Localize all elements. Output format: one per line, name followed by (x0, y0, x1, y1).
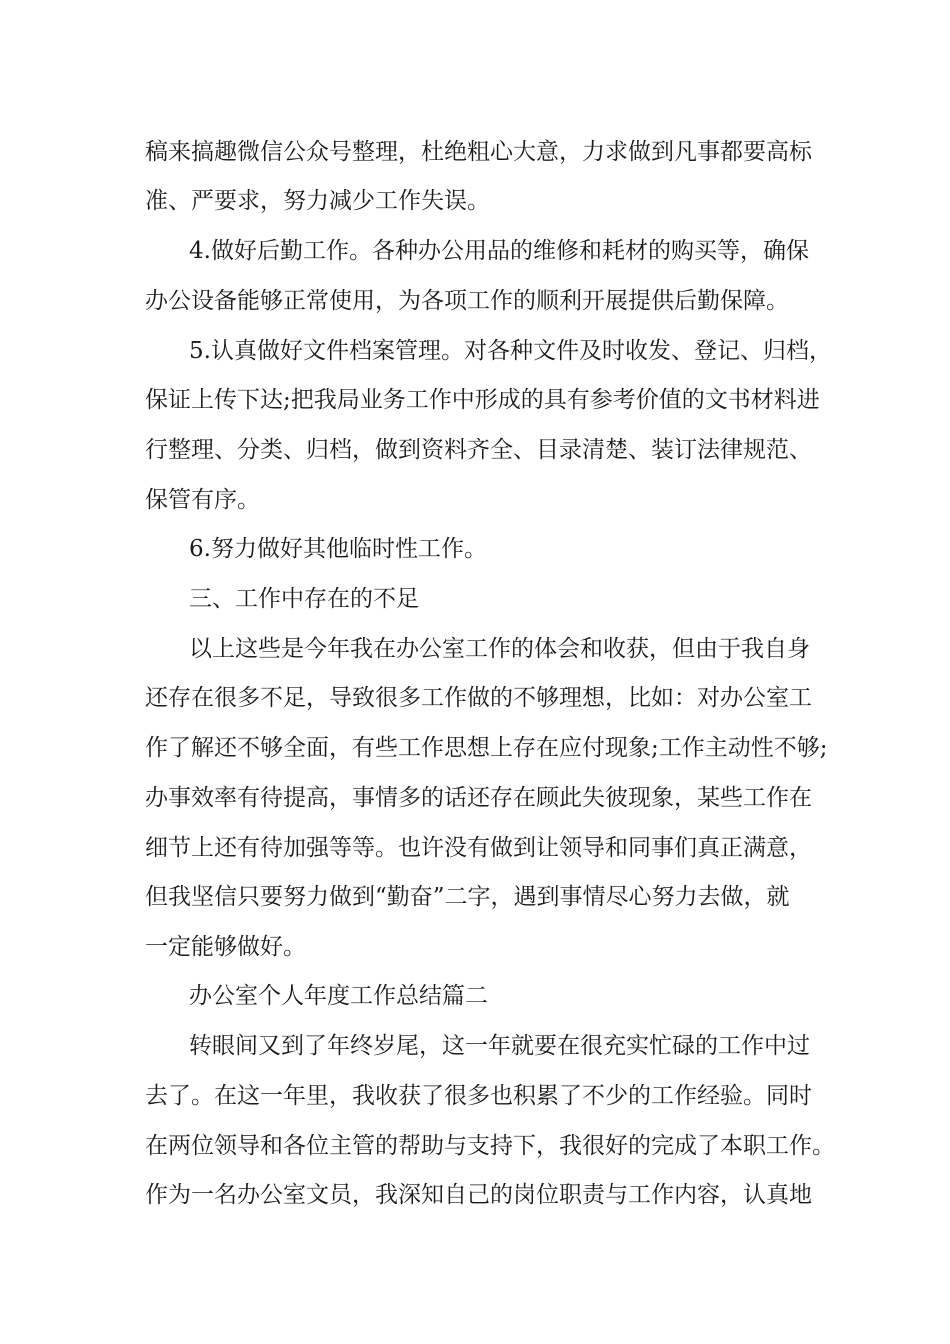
text-line: 以上这些是今年我在办公室工作的体会和收获，但由于我自身 (189, 636, 810, 662)
text-line: 在两位领导和各位主管的帮助与支持下，我很好的完成了本职工作。 (145, 1133, 835, 1159)
text-line: 行整理、分类、归档，做到资料齐全、目录清楚、装订法律规范、 (145, 437, 812, 463)
section-heading: 三、工作中存在的不足 (189, 586, 419, 612)
text-line: 一定能够做好。 (145, 934, 306, 960)
text-line: 作了解还不够全面，有些工作思想上存在应付现象;工作主动性不够; (145, 735, 828, 761)
text-line: 准、严要求，努力减少工作失误。 (145, 188, 490, 214)
text-line: 办公设备能够正常使用，为各项工作的顺利开展提供后勤保障。 (145, 288, 789, 314)
text-line: 保管有序。 (145, 487, 260, 513)
text-line: 5.认真做好文件档案管理。对各种文件及时收发、登记、归档， (189, 338, 832, 364)
text-line: 保证上传下达;把我局业务工作中形成的具有参考价值的文书材料进 (145, 387, 820, 413)
text-line: 4.做好后勤工作。各种办公用品的维修和耗材的购买等，确保 (189, 238, 809, 264)
text-line: 6.努力做好其他临时性工作。 (189, 536, 487, 562)
text-line: 去了。在这一年里，我收获了很多也积累了不少的工作经验。同时 (145, 1083, 812, 1109)
text-line: 但我坚信只要努力做到“勤奋”二字，遇到事情尽心努力去做，就 (145, 884, 790, 910)
text-line: 还存在很多不足，导致很多工作做的不够理想，比如：对办公室工 (145, 685, 812, 711)
text-line: 稿来搞趣微信公众号整理，杜绝粗心大意，力求做到凡事都要高标 (145, 139, 812, 165)
text-line: 办事效率有待提高，事情多的话还存在顾此失彼现象，某些工作在 (145, 785, 812, 811)
article-title: 办公室个人年度工作总结篇二 (189, 983, 488, 1009)
text-line: 细节上还有待加强等等。也许没有做到让领导和同事们真正满意， (145, 835, 812, 861)
text-line: 作为一名办公室文员，我深知自己的岗位职责与工作内容，认真地 (145, 1182, 812, 1208)
text-line: 转眼间又到了年终岁尾，这一年就要在很充实忙碌的工作中过 (189, 1033, 810, 1059)
